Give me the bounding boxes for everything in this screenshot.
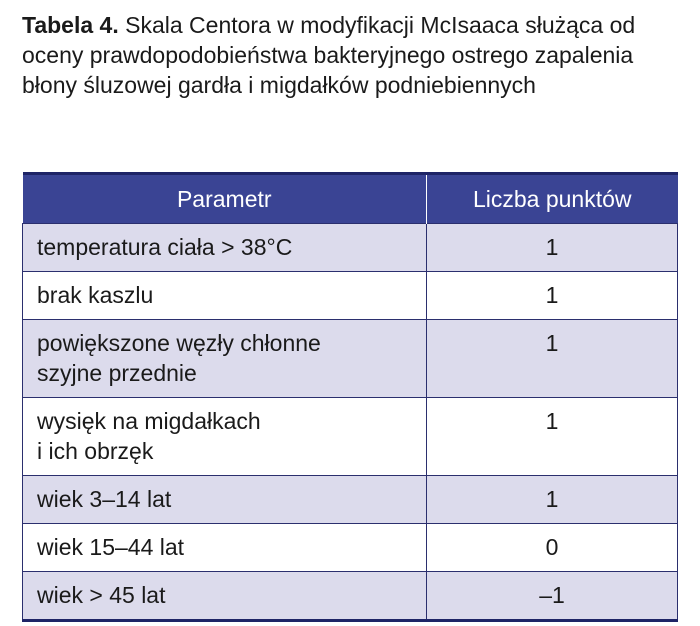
table-row (23, 572, 678, 621)
caption-text: Skala Centora w modyfikacji McIsaaca służąca od oceny prawdopodobieństwa bakteryjnego ostrego zapalenia błony śluzowej gardła i migdałków podniebiennych (22, 12, 636, 98)
parameter-text: powiększone węzły chłonne (37, 330, 321, 356)
points-cell: 1 (427, 398, 678, 476)
parameter-text: szyjne przednie (37, 360, 197, 386)
points-cell: –1 (427, 572, 678, 621)
points-cell: 1 (427, 476, 678, 524)
parameter-text: temperatura ciała > 38°C (37, 234, 293, 260)
table-header-row (23, 174, 678, 224)
table-row (23, 476, 678, 524)
column-header-parametr: Parametr (23, 174, 427, 224)
parameter-cell (23, 572, 427, 621)
parameter-text: i ich obrzęk (37, 438, 154, 464)
parameter-cell (23, 476, 427, 524)
table-row (23, 320, 678, 398)
points-cell: 1 (427, 272, 678, 320)
parameter-cell (23, 524, 427, 572)
caption-label: Tabela 4. (22, 12, 119, 38)
parameter-cell (23, 320, 427, 398)
parameter-text: wysięk na migdałkach (37, 408, 261, 434)
table-row (23, 524, 678, 572)
table-row (23, 398, 678, 476)
column-header-liczba-punktow: Liczba punktów (427, 174, 678, 224)
parameter-text: wiek > 45 lat (37, 582, 166, 608)
table-caption (22, 10, 682, 100)
points-cell: 1 (427, 320, 678, 398)
parameter-cell (23, 398, 427, 476)
table-row (23, 272, 678, 320)
centor-score-table (22, 172, 678, 622)
points-cell: 1 (427, 224, 678, 272)
parameter-cell (23, 272, 427, 320)
parameter-text: wiek 15–44 lat (37, 534, 185, 560)
parameter-text: brak kaszlu (37, 282, 154, 308)
parameter-cell (23, 224, 427, 272)
points-cell: 0 (427, 524, 678, 572)
parameter-text: wiek 3–14 lat (37, 486, 172, 512)
table-row (23, 224, 678, 272)
